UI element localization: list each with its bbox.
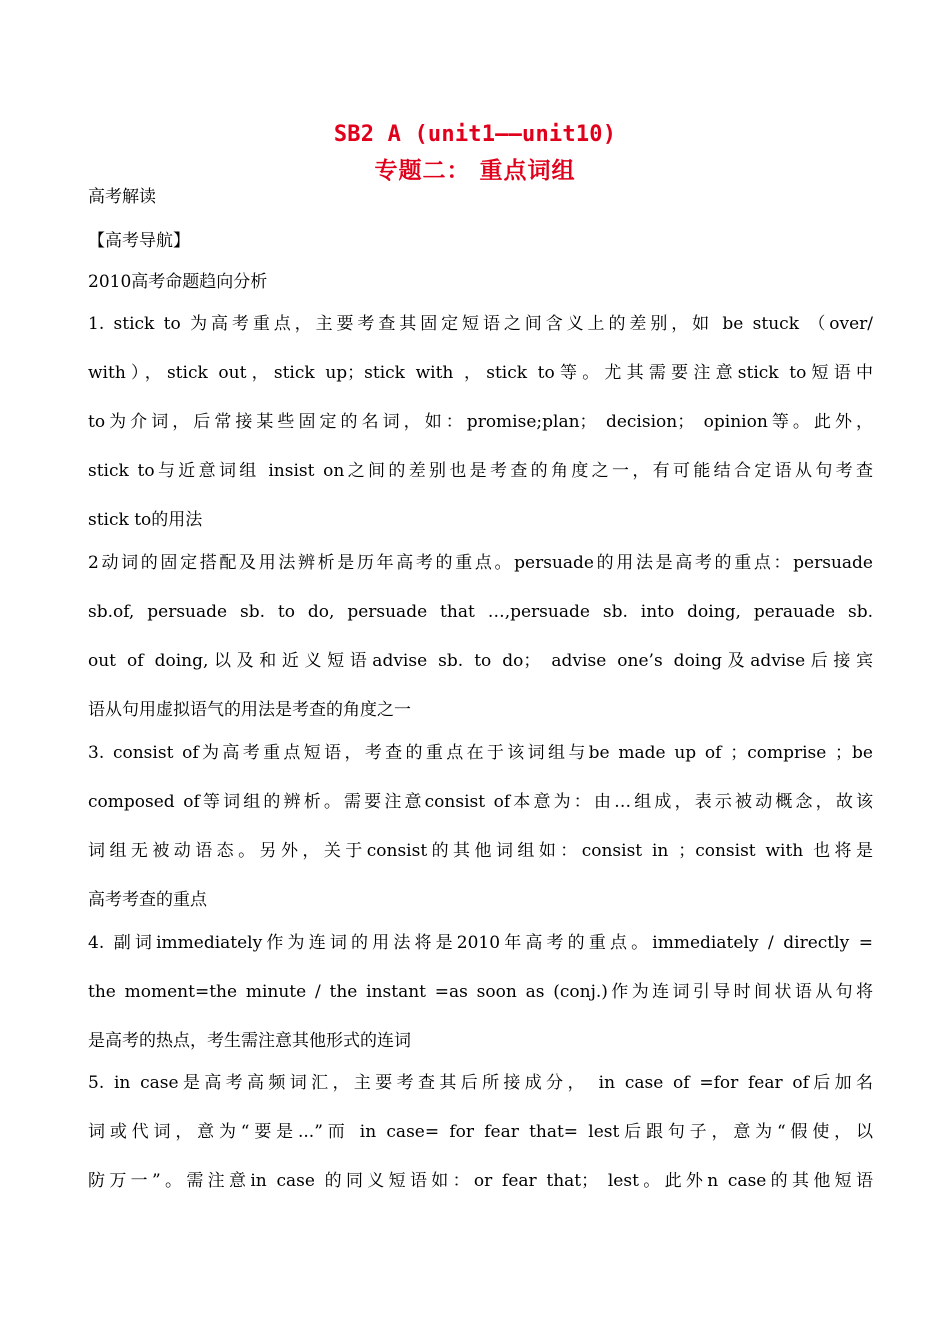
- body-line: out of doing,以及和近义短语advise sb. to do； advise one’s doing及advise后接宾: [88, 651, 873, 671]
- body-line: 高考考查的重点: [88, 890, 207, 910]
- document-subtitle: 专题二： 重点词组: [374, 158, 576, 184]
- body-line: 1. stick to 为高考重点，主要考查其固定短语之间含义上的差别，如 be stuck （over/: [88, 314, 873, 334]
- document-title: SB2 A (unit1——unit10): [333, 122, 617, 147]
- body-line: 语从句用虚拟语气的用法是考查的角度之一: [88, 700, 411, 720]
- body-line: the moment=the minute / the instant =as soon as (conj.)作为连词引导时间状语从句将: [88, 982, 873, 1002]
- body-line: 5. in case是高考高频词汇，主要考查其后所接成分， in case of =for fear of后加名: [88, 1073, 873, 1093]
- body-line: 词或代词，意为“要是...”而 in case= for fear that= lest后跟句子，意为“假使，以: [88, 1122, 873, 1142]
- body-line: 是高考的热点，考生需注意其他形式的连词: [88, 1031, 411, 1051]
- body-line: 防万一”。需注意in case 的同义短语如：or fear that； lest。此外n case的其他短语: [88, 1171, 873, 1191]
- body-line: stick to的用法: [88, 510, 203, 530]
- body-line: 2动词的固定搭配及用法辨析是历年高考的重点。persuade的用法是高考的重点：persuade: [88, 553, 873, 573]
- nav-heading: 【高考导航】: [88, 231, 190, 251]
- section-heading: 高考解读: [88, 187, 156, 207]
- body-line: 4. 副词immediately作为连词的用法将是2010年高考的重点。immediately / directly =: [88, 933, 873, 953]
- body-line: with），stick out，stick up；stick with ，stick to等。尤其需要注意stick to短语中: [88, 363, 873, 383]
- body-line: 3. consist of为高考重点短语，考查的重点在于该词组与be made up of ；comprise ；be: [88, 743, 873, 763]
- body-line: stick to与近意词组 insist on之间的差别也是考查的角度之一，有可能结合定语从句考查: [88, 461, 873, 481]
- body-line: to为介词，后常接某些固定的名词，如：promise;plan； decision； opinion等。此外，: [88, 412, 873, 432]
- body-line: sb.of, persuade sb. to do, persuade that …,persuade sb. into doing, perauade sb.: [88, 602, 873, 622]
- body-line: composed of等词组的辨析。需要注意consist of本意为：由…组成，表示被动概念，故该: [88, 792, 873, 812]
- analysis-heading: 2010高考命题趋向分析: [88, 272, 268, 292]
- body-line: 词组无被动语态。另外，关于consist的其他词组如：consist in ；consist with 也将是: [88, 841, 873, 861]
